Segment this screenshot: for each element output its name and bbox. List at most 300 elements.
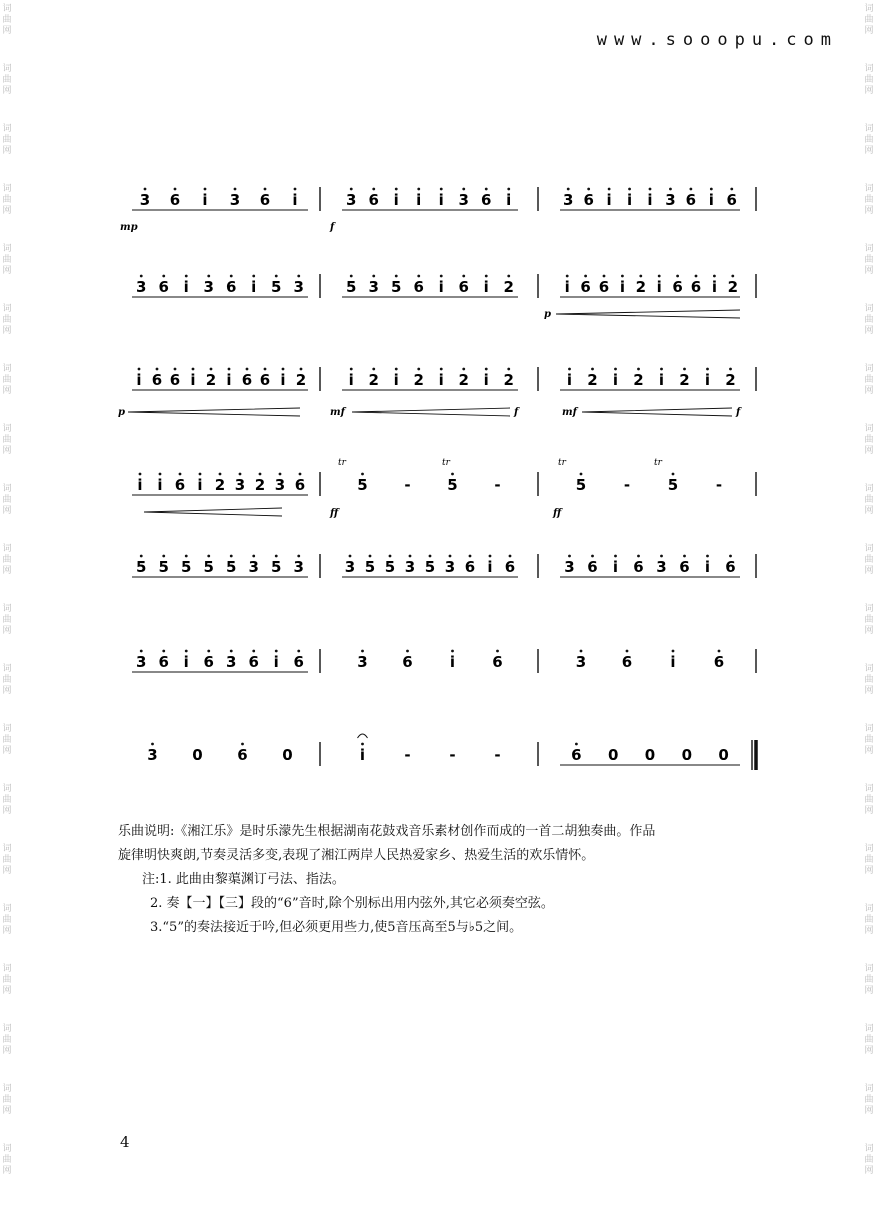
score-note: 5 <box>158 558 169 576</box>
high-octave-dot <box>507 275 510 278</box>
score-note: i <box>273 653 279 671</box>
high-octave-dot <box>252 275 255 278</box>
high-octave-dot <box>228 368 231 371</box>
watermark-mark: 词 曲 网 <box>864 964 874 996</box>
score-note: 6 <box>402 653 413 671</box>
watermark-mark: 词 曲 网 <box>2 544 12 576</box>
high-octave-dot <box>637 555 640 558</box>
score-note: 6 <box>464 558 476 576</box>
score-note: 3 <box>136 653 147 671</box>
high-octave-dot <box>162 275 165 278</box>
performance-note: 注:1. 此曲由黎蕖渊订弓法、指法。 <box>142 872 345 887</box>
high-octave-dot <box>658 275 661 278</box>
score-note: 6 <box>583 191 594 209</box>
score-note: 0 <box>644 746 656 764</box>
high-octave-dot <box>566 275 569 278</box>
score-note: i <box>416 191 422 209</box>
high-octave-dot <box>621 275 624 278</box>
score-note: 6 <box>685 191 697 209</box>
score-note: i <box>393 191 399 209</box>
score-note: 6 <box>241 371 253 389</box>
score-note: 2 <box>587 371 598 389</box>
score-note: i <box>438 371 444 389</box>
score-note: 6 <box>237 746 248 764</box>
score-note: - <box>404 476 411 494</box>
high-octave-dot <box>230 275 233 278</box>
score-note: i <box>619 278 625 296</box>
high-octave-dot <box>140 650 143 653</box>
high-octave-dot <box>144 188 147 191</box>
watermark-mark: 词 曲 网 <box>864 4 874 36</box>
score-note: 6 <box>598 278 610 296</box>
high-octave-dot <box>350 188 353 191</box>
high-octave-dot <box>156 368 159 371</box>
high-octave-dot <box>279 473 282 476</box>
high-octave-dot <box>299 473 302 476</box>
watermark-mark: 词 曲 网 <box>2 724 12 756</box>
high-octave-dot <box>509 555 512 558</box>
high-octave-dot <box>369 555 372 558</box>
score-note: 6 <box>580 278 591 296</box>
score-note: i <box>708 191 714 209</box>
high-octave-dot <box>219 473 222 476</box>
score-note: - <box>494 746 501 764</box>
watermark-mark: 词 曲 网 <box>864 244 874 276</box>
score-note: 6 <box>169 371 181 389</box>
high-octave-dot <box>230 555 233 558</box>
high-octave-dot <box>162 555 165 558</box>
score-note: 2 <box>679 371 690 389</box>
score-note: 2 <box>635 278 647 296</box>
score-note: 6 <box>587 558 598 576</box>
dynamic-marking: f <box>330 222 335 233</box>
high-octave-dot <box>275 650 278 653</box>
score-note: i <box>292 191 298 209</box>
high-octave-dot <box>159 473 162 476</box>
high-octave-dot <box>451 473 454 476</box>
dynamic-marking: f <box>514 407 519 418</box>
high-octave-dot <box>731 275 734 278</box>
score-note: i <box>704 558 711 576</box>
high-octave-dot <box>603 275 606 278</box>
high-octave-dot <box>706 555 709 558</box>
high-octave-dot <box>568 555 571 558</box>
high-octave-dot <box>372 188 375 191</box>
score-note: - <box>623 476 631 494</box>
watermark-mark: 词 曲 网 <box>2 844 12 876</box>
score-note: i <box>612 558 619 576</box>
score-note: 6 <box>621 653 633 671</box>
high-octave-dot <box>485 275 488 278</box>
dynamic-marking: mf <box>330 407 345 418</box>
score-note: 3 <box>147 746 158 764</box>
score-note: 6 <box>571 746 582 764</box>
score-note: 3 <box>444 558 456 576</box>
watermark-mark: 词 曲 网 <box>864 424 874 456</box>
score-note: 3 <box>136 278 147 296</box>
site-url: www.sooopu.com <box>596 30 838 50</box>
score-note: i <box>658 371 665 389</box>
performance-note: 2. 奏【一】【三】段的“6”音时,除个别标出用内弦外,其它必须奏空弦。 <box>150 896 554 911</box>
score-note: 6 <box>679 558 690 576</box>
score-note: 2 <box>214 476 226 494</box>
watermark-mark: 词 曲 网 <box>864 364 874 396</box>
score-note: i <box>183 278 189 296</box>
high-octave-dot <box>417 275 420 278</box>
score-note: 6 <box>458 278 469 296</box>
high-octave-dot <box>568 368 571 371</box>
high-octave-dot <box>389 555 392 558</box>
watermark-mark: 词 曲 网 <box>864 484 874 516</box>
score-note: - <box>449 746 456 764</box>
decrescendo-hairpin <box>556 310 740 318</box>
score-note: 3 <box>344 558 356 576</box>
score-note: 2 <box>458 371 469 389</box>
high-octave-dot <box>507 368 510 371</box>
watermark-mark: 词 曲 网 <box>864 664 874 696</box>
score-note: 5 <box>391 278 402 296</box>
watermark-mark: 词 曲 网 <box>2 424 12 456</box>
crescendo-hairpin <box>582 408 732 416</box>
watermark-mark: 词 曲 网 <box>864 304 874 336</box>
score-note: i <box>183 653 189 671</box>
high-octave-dot <box>199 473 202 476</box>
score-note: i <box>438 191 444 209</box>
score-note: 3 <box>665 191 676 209</box>
watermark-mark: 词 曲 网 <box>864 604 874 636</box>
score-note: i <box>438 278 444 296</box>
high-octave-dot <box>567 188 570 191</box>
score-note: 2 <box>368 371 379 389</box>
high-octave-dot <box>264 368 267 371</box>
watermark-mark: 词 曲 网 <box>2 484 12 516</box>
score-note: i <box>348 371 354 389</box>
high-octave-dot <box>174 368 177 371</box>
high-octave-dot <box>361 473 364 476</box>
score-note: 6 <box>294 476 306 494</box>
score-note: i <box>157 476 163 494</box>
high-octave-dot <box>729 555 732 558</box>
crescendo-hairpin <box>352 408 510 416</box>
high-octave-dot <box>672 473 675 476</box>
high-octave-dot <box>210 368 213 371</box>
score-note: 3 <box>368 278 379 296</box>
high-octave-dot <box>440 368 443 371</box>
high-octave-dot <box>639 275 642 278</box>
high-octave-dot <box>730 188 733 191</box>
watermark-mark: 词 曲 网 <box>2 184 12 216</box>
high-octave-dot <box>591 368 594 371</box>
score-note: 3 <box>404 558 416 576</box>
high-octave-dot <box>462 188 465 191</box>
trill-marking: tr <box>654 458 662 468</box>
high-octave-dot <box>259 473 262 476</box>
score-note: 6 <box>504 558 516 576</box>
high-octave-dot <box>614 555 617 558</box>
high-octave-dot <box>252 650 255 653</box>
score-note: 6 <box>158 278 169 296</box>
score-note: i <box>704 371 711 389</box>
score-note: 3 <box>234 476 246 494</box>
score-note: 3 <box>656 558 667 576</box>
score-note: 3 <box>203 278 214 296</box>
high-octave-dot <box>449 555 452 558</box>
score-note: 6 <box>226 278 237 296</box>
high-octave-dot <box>395 188 398 191</box>
watermark-mark: 词 曲 网 <box>2 904 12 936</box>
high-octave-dot <box>695 275 698 278</box>
dynamic-marking: p <box>544 309 551 320</box>
score-note: 5 <box>364 558 376 576</box>
score-note: 3 <box>357 653 368 671</box>
high-octave-dot <box>713 275 716 278</box>
score-note: 2 <box>254 476 266 494</box>
high-octave-dot <box>294 188 297 191</box>
high-octave-dot <box>179 473 182 476</box>
explanation-line: 乐曲说明:《湘江乐》是时乐濛先生根据湖南花鼓戏音乐素材创作而成的一首二胡独奏曲。作品 <box>118 824 656 839</box>
watermark-mark: 词 曲 网 <box>2 1084 12 1116</box>
score-note: 5 <box>271 558 282 576</box>
explanation-block <box>118 820 768 940</box>
decrescendo-hairpin <box>144 508 282 516</box>
score-note: i <box>251 278 257 296</box>
watermark-mark: 词 曲 网 <box>864 844 874 876</box>
watermark-mark: 词 曲 网 <box>2 364 12 396</box>
score-note: i <box>449 653 456 671</box>
watermark-mark: 词 曲 网 <box>864 904 874 936</box>
score-note: i <box>136 371 142 389</box>
high-octave-dot <box>710 188 713 191</box>
score-note: 6 <box>633 558 644 576</box>
score-note: 5 <box>271 278 282 296</box>
score-note: 3 <box>563 191 574 209</box>
score-note: 5 <box>136 558 147 576</box>
watermark-mark: 词 曲 网 <box>864 1084 874 1116</box>
score-note: i <box>606 191 612 209</box>
score-note: 6 <box>248 653 259 671</box>
score-note: 0 <box>607 746 619 764</box>
high-octave-dot <box>406 650 409 653</box>
score-note: 6 <box>725 558 736 576</box>
high-octave-dot <box>489 555 492 558</box>
score-note: 6 <box>259 371 271 389</box>
dynamic-marking: f <box>736 407 741 418</box>
high-octave-dot <box>207 555 210 558</box>
score-note: 6 <box>293 653 304 671</box>
high-octave-dot <box>580 473 583 476</box>
score-note: 6 <box>481 191 492 209</box>
score-note: i <box>487 558 493 576</box>
score-note: 2 <box>295 371 307 389</box>
score-note: 0 <box>192 746 203 764</box>
score-note: 3 <box>575 653 587 671</box>
score-note: 2 <box>205 371 217 389</box>
score-note: 5 <box>226 558 237 576</box>
watermark-mark: 词 曲 网 <box>2 964 12 996</box>
score-note: i <box>359 746 366 764</box>
high-octave-dot <box>575 743 578 746</box>
score-note: 5 <box>424 558 436 576</box>
high-octave-dot <box>372 368 375 371</box>
score-note: 3 <box>274 476 286 494</box>
fermata <box>358 734 368 738</box>
high-octave-dot <box>580 650 583 653</box>
high-octave-dot <box>485 188 488 191</box>
score-note: 5 <box>346 278 357 296</box>
high-octave-dot <box>417 368 420 371</box>
high-octave-dot <box>729 368 732 371</box>
score-note: i <box>483 371 489 389</box>
high-octave-dot <box>395 368 398 371</box>
score-note: 0 <box>718 746 729 764</box>
score-note: 3 <box>458 191 469 209</box>
high-octave-dot <box>683 368 686 371</box>
high-octave-dot <box>297 275 300 278</box>
watermark-mark: 词 曲 网 <box>864 124 874 156</box>
score-note: - <box>494 476 501 494</box>
score-note: i <box>393 371 399 389</box>
high-octave-dot <box>469 555 472 558</box>
score-note: 6 <box>259 191 271 209</box>
score-note: - <box>404 746 411 764</box>
high-octave-dot <box>683 555 686 558</box>
dynamic-marking: ff <box>553 508 562 519</box>
watermark-mark: 词 曲 网 <box>2 1144 12 1176</box>
high-octave-dot <box>706 368 709 371</box>
high-octave-dot <box>140 275 143 278</box>
high-octave-dot <box>138 368 141 371</box>
high-octave-dot <box>660 555 663 558</box>
watermark-mark: 词 曲 网 <box>2 124 12 156</box>
score-note: 5 <box>667 476 679 494</box>
high-octave-dot <box>440 275 443 278</box>
score-note: 6 <box>413 278 424 296</box>
score-note: 6 <box>690 278 702 296</box>
score-note: 5 <box>181 558 192 576</box>
score-note: - <box>715 476 723 494</box>
performance-note: 3.“5”的奏法接近于吟,但必须更用些力,使5音压高至5与♭5之间。 <box>150 920 523 935</box>
score-note: 3 <box>293 278 304 296</box>
high-octave-dot <box>361 650 364 653</box>
score-note: 3 <box>139 191 151 209</box>
high-octave-dot <box>608 188 611 191</box>
high-octave-dot <box>207 275 210 278</box>
score-note: 5 <box>203 558 214 576</box>
trill-marking: tr <box>558 458 566 468</box>
score-note: 2 <box>503 278 514 296</box>
high-octave-dot <box>282 368 285 371</box>
high-octave-dot <box>185 650 188 653</box>
score-note: i <box>647 191 653 209</box>
watermark-mark: 词 曲 网 <box>2 244 12 276</box>
score-note: 3 <box>564 558 575 576</box>
score-note: 5 <box>575 476 587 494</box>
score-note: i <box>280 371 286 389</box>
high-octave-dot <box>275 275 278 278</box>
watermark-mark: 词 曲 网 <box>2 664 12 696</box>
score-note: 2 <box>725 371 736 389</box>
high-octave-dot <box>204 188 207 191</box>
score-note: i <box>197 476 203 494</box>
score-note: i <box>202 191 208 209</box>
watermark-mark: 词 曲 网 <box>2 304 12 336</box>
high-octave-dot <box>349 555 352 558</box>
score-note: 5 <box>384 558 396 576</box>
score-note: 2 <box>503 371 514 389</box>
high-octave-dot <box>417 188 420 191</box>
score-note: 6 <box>713 653 725 671</box>
high-octave-dot <box>241 743 244 746</box>
score-note: i <box>626 191 633 209</box>
high-octave-dot <box>584 275 587 278</box>
high-octave-dot <box>429 555 432 558</box>
high-octave-dot <box>207 650 210 653</box>
watermark-mark: 词 曲 网 <box>2 4 12 36</box>
trill-marking: tr <box>338 458 346 468</box>
score-note: i <box>566 371 573 389</box>
high-octave-dot <box>185 275 188 278</box>
high-octave-dot <box>185 555 188 558</box>
high-octave-dot <box>297 555 300 558</box>
high-octave-dot <box>676 275 679 278</box>
watermark-mark: 词 曲 网 <box>2 604 12 636</box>
high-octave-dot <box>246 368 249 371</box>
dynamic-marking: mf <box>562 407 577 418</box>
high-octave-dot <box>234 188 237 191</box>
high-octave-dot <box>395 275 398 278</box>
watermark-mark: 词 曲 网 <box>864 1024 874 1056</box>
watermark-mark: 词 曲 网 <box>864 544 874 576</box>
score-note: i <box>137 476 143 494</box>
trill-marking: tr <box>442 458 450 468</box>
score-note: i <box>506 191 512 209</box>
score-note: 6 <box>492 653 503 671</box>
high-octave-dot <box>614 368 617 371</box>
score-note: 6 <box>726 191 737 209</box>
score-note: 3 <box>293 558 304 576</box>
high-octave-dot <box>230 650 233 653</box>
high-octave-dot <box>264 188 267 191</box>
high-octave-dot <box>361 743 364 746</box>
high-octave-dot <box>252 555 255 558</box>
score-note: 3 <box>229 191 241 209</box>
dynamic-marking: ff <box>330 508 339 519</box>
high-octave-dot <box>485 368 488 371</box>
high-octave-dot <box>239 473 242 476</box>
score-note: 5 <box>447 476 458 494</box>
score-note: 6 <box>174 476 186 494</box>
high-octave-dot <box>151 743 154 746</box>
high-octave-dot <box>649 188 652 191</box>
explanation-line: 旋律明快爽朗,节奏灵活多变,表现了湘江两岸人民热爱家乡、热爱生活的欢乐情怀。 <box>118 848 595 863</box>
watermark-mark: 词 曲 网 <box>864 184 874 216</box>
score-note: 2 <box>413 371 424 389</box>
decrescendo-hairpin <box>128 408 300 416</box>
high-octave-dot <box>718 650 721 653</box>
high-octave-dot <box>139 473 142 476</box>
score-note: 6 <box>151 371 163 389</box>
score-note: i <box>226 371 232 389</box>
dynamic-marking: mp <box>120 222 138 233</box>
page-number: 4 <box>120 1133 130 1151</box>
watermark-mark: 词 曲 网 <box>864 1144 874 1176</box>
score-note: 6 <box>158 653 169 671</box>
high-octave-dot <box>669 188 672 191</box>
score-note: 6 <box>203 653 214 671</box>
watermark-mark: 词 曲 网 <box>2 784 12 816</box>
high-octave-dot <box>350 275 353 278</box>
score-note: i <box>656 278 662 296</box>
